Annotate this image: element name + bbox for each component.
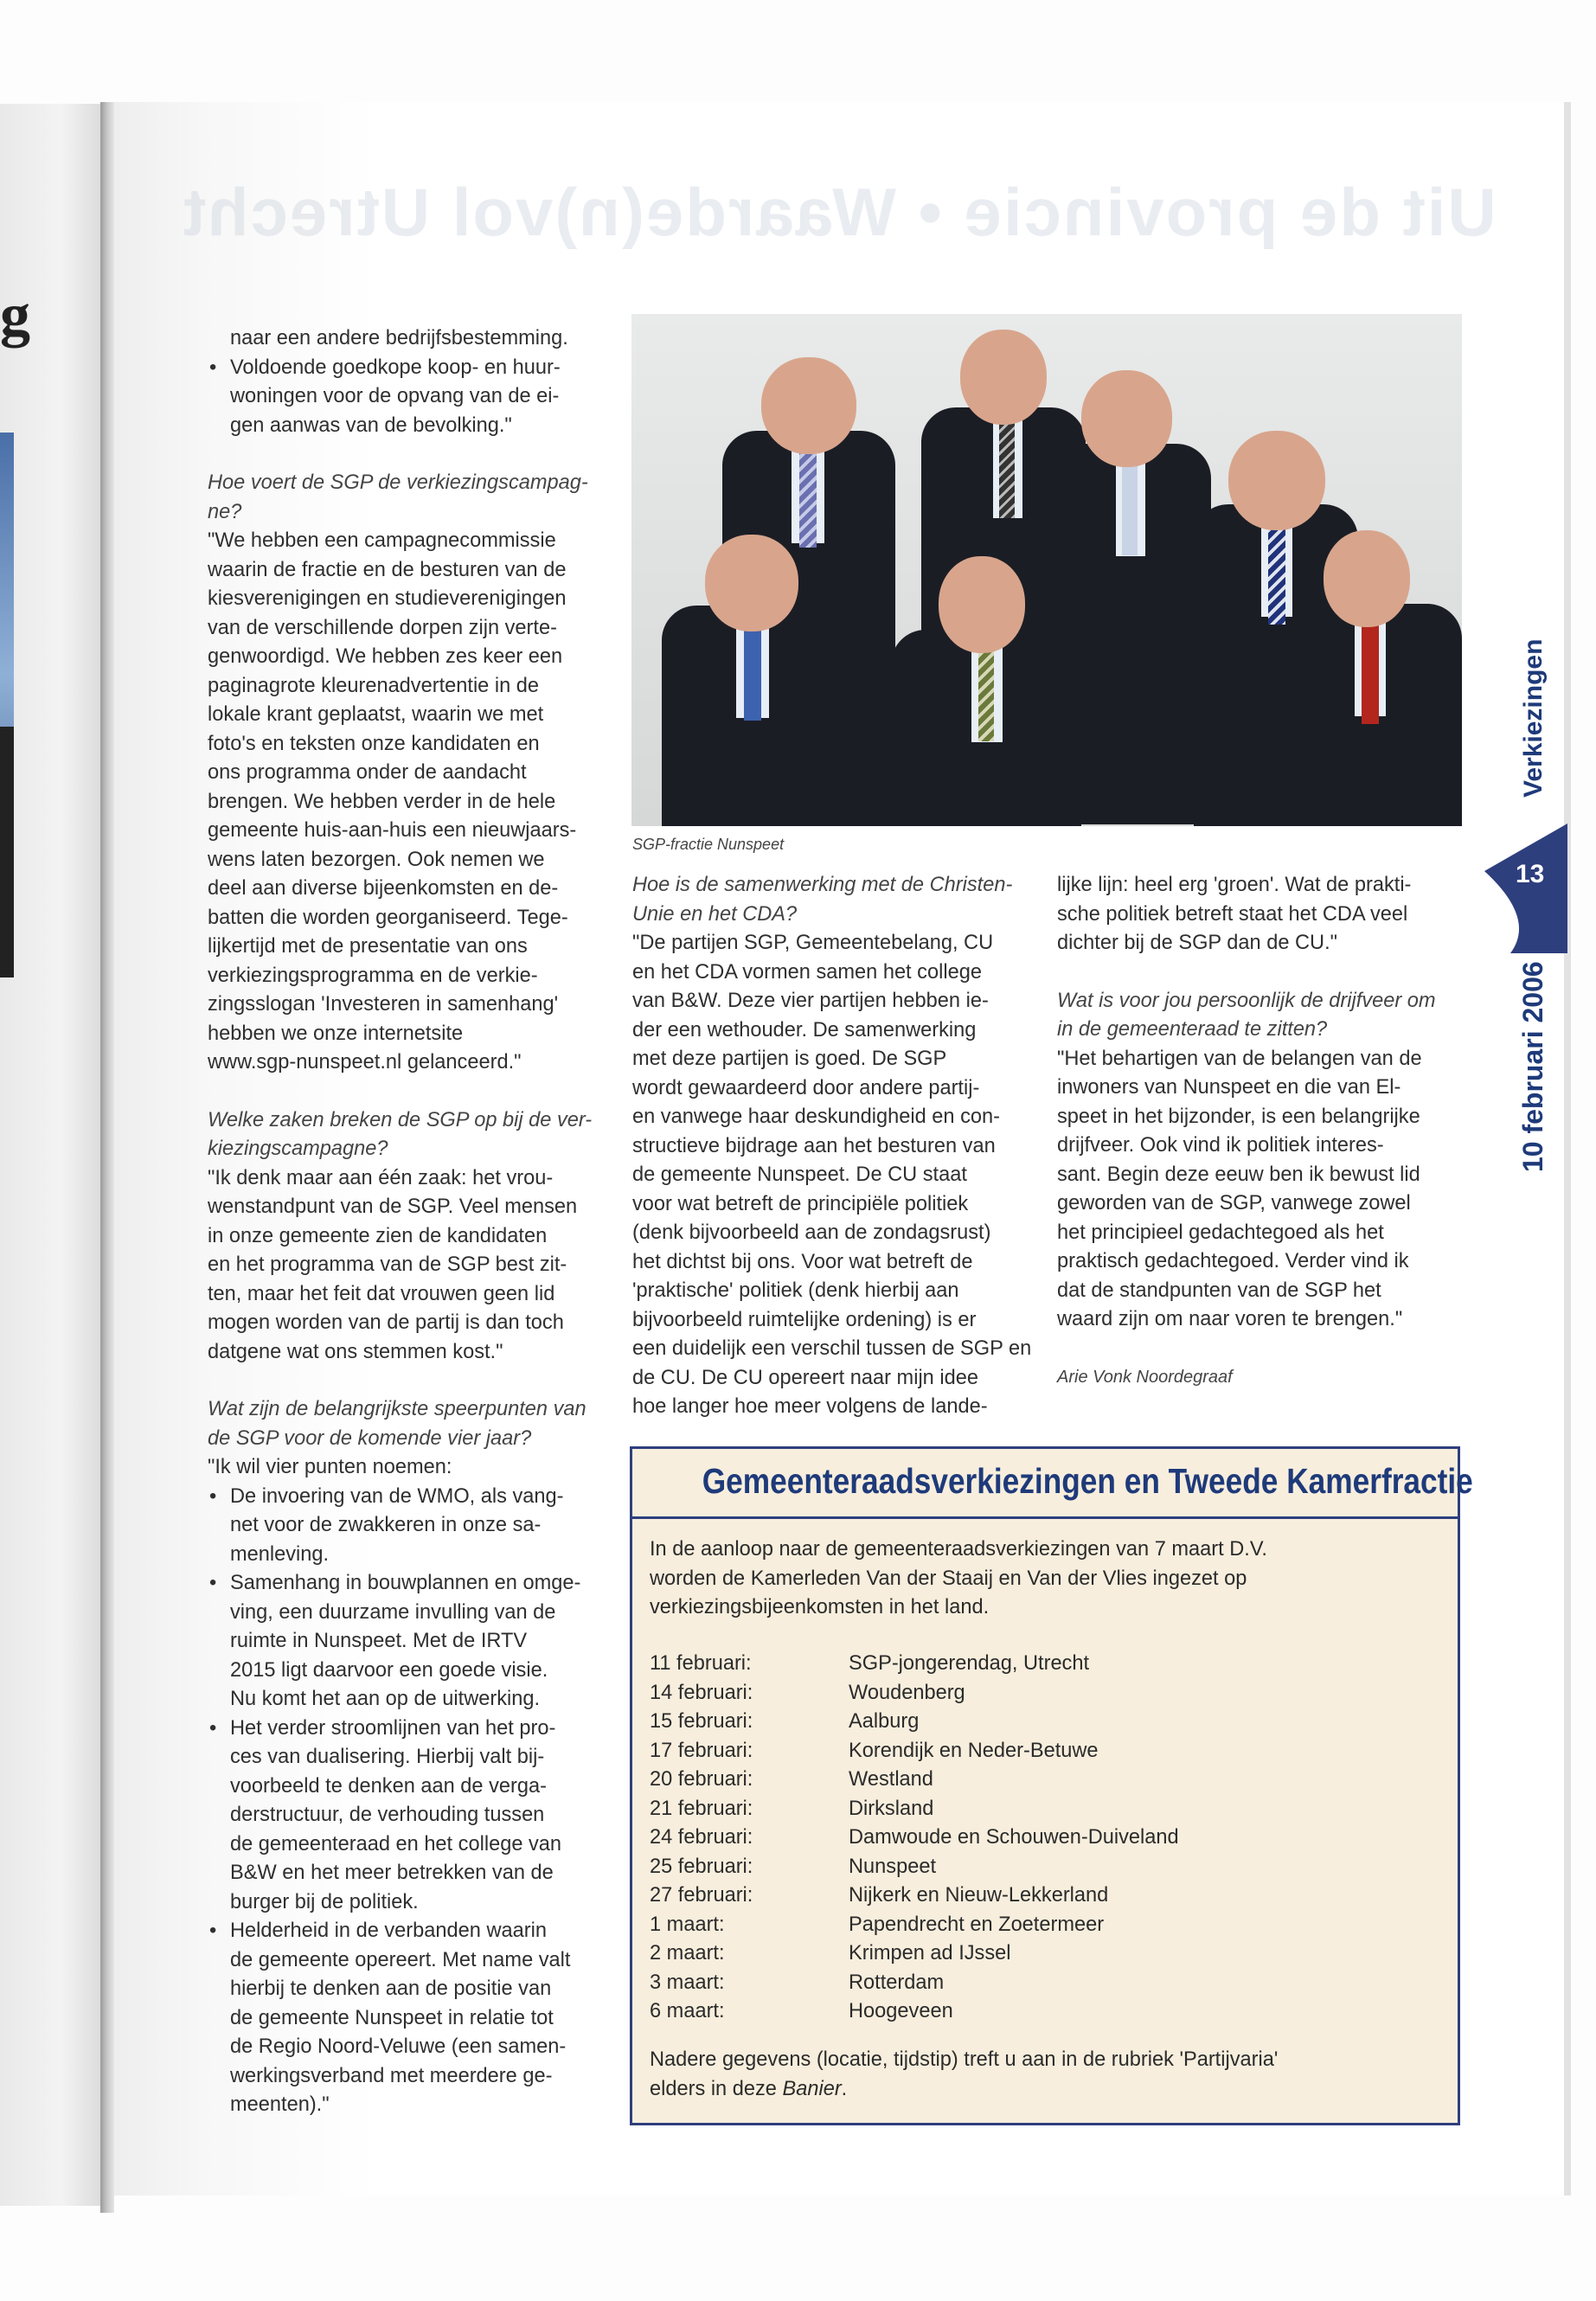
previous-page-edge <box>0 104 102 2206</box>
middle-column <box>632 871 1048 1422</box>
group-photo <box>631 314 1462 826</box>
priorities-list <box>208 1483 614 2120</box>
list-item: • Helderheid in de verbanden waarin de gemeente opereert. Met name valt hierbij te denken aan de positie van de gemeente Nunspeet in relatie tot de Regio Noord-Veluwe (een samen- werkingsverband met meerdere ge- meenten)." <box>208 1917 614 2120</box>
schedule-row: 21 februari: Dirksland <box>650 1797 934 1820</box>
election-meetings-box <box>630 1446 1473 2125</box>
page-edge <box>1564 102 1571 2195</box>
schedule-row: 2 maart: Krimpen ad IJssel <box>650 1942 1011 1965</box>
schedule-row: 11 februari: SGP-jongerendag, Utrecht <box>650 1652 1090 1675</box>
issue-date: 10 februari 2006 <box>1517 961 1548 1172</box>
previous-page-image-strip-2 <box>0 727 14 977</box>
schedule-row: 24 februari: Damwoude en Schouwen-Duiveland <box>650 1826 1179 1849</box>
question-cooperation: Hoe is de samenwerking met de Christen- Unie en het CDA? <box>632 874 1013 926</box>
answer-cooperation: "De partijen SGP, Gemeentebelang, CU en het CDA vormen samen het college van B&W. Deze vier partijen hebben ie- der een wethouder. De samenwerking met deze partijen is goed. De SGP wordt gewaardeerd door andere partij- en vanwege haar deskundigheid en con- structieve bijdrage aan het besturen van de gemeente Nunspeet. De CU staat voor wat betreft de principiële politiek (denk bijvoorbeeld aan de zondagsrust) het dichtst bij ons. Voor wat betreft de 'praktische' politiek (denk hierbij aan bijvoorbeeld ruimtelijke ordening) is er een duidelijk een verschil tussen de SGP en de CU. De CU opereert naar mijn idee hoe langer hoe meer volgens de lande- <box>632 932 1032 1418</box>
answer-campaign: "We hebben een campagnecommissie waarin de fractie en de besturen van de kiesverenigingen en studieverenigingen van de verschillende dorpen zijn verte- genwoordigd. We hebben zes keer een paginagrote kleurenadvertentie in de lokale krant geplaatst, waarin we met foto's en teksten onze kandidaten en ons programma onder de aandacht brengen. We hebben verder in de hele gemeente huis-aan-huis een nieuwjaars- wens laten bezorgen. Ook nemen we deel aan diverse bijeenkomsten en de- batten die worden georganiseerd. Tege- lijkertijd met de presentatie van ons verkiezingsprogramma en de verkie- zingsslogan 'Investeren in samenhang' hebben we onze internetsite www.sgp-nunspeet.nl gelanceerd." <box>208 529 577 1074</box>
right-column <box>1057 871 1468 1392</box>
schedule-row: 6 maart: Hoogeveen <box>650 2000 953 2022</box>
answer-motivation: "Het behartigen van de belangen van de inwoners van Nunspeet en die van El- speet in het bijzonder, is een belangrijke drijfveer. Ook vind ik politiek interes- sant. Begin deze eeuw ben ik bewust lid geworden van de SGP, vanwege zowel het principieel gedachtegoed als het praktisch gedachtegoed. Verder vind ik dat de standpunten van de SGP het waard zijn om naar voren te brengen." <box>1057 1047 1422 1330</box>
schedule-row: 20 februari: Westland <box>650 1768 933 1791</box>
list-item: • Voldoende goedkope koop- en huur- woningen voor de opvang van de ei- gen aanwas van de bevolking." <box>208 354 614 441</box>
box-intro: In de aanloop naar de gemeenteraadsverkiezingen van 7 maart D.V. worden de Kamerleden Van der Staaij en Van der Vlies ingezet op verkiezingsbijeenkomsten in het land. <box>650 1538 1267 1618</box>
left-column <box>208 324 614 2120</box>
answer-priorities-intro: "Ik wil vier punten noemen: <box>208 1456 452 1478</box>
answer-obstacles: "Ik denk maar aan één zaak: het vrou- wenstandpunt van de SGP. Veel mensen in onze gemeente zien de kandidaten en het programma van de SGP best zit- ten, maar het feit dat vrouwen geen lid mogen worden van de partij is dan toch datgene wat ons stemmen kost." <box>208 1166 578 1363</box>
list-item: • Samenhang in bouwplannen en omge- ving, een duurzame invulling van de ruimte in Nunspeet. Met de IRTV 2015 ligt daarvoor een goede visie. Nu komt het aan op de uitwerking. <box>208 1569 614 1715</box>
section-label: Verkiezingen <box>1519 638 1548 798</box>
box-footer: Nadere gegevens (locatie, tijdstip) treft u aan in de rubriek 'Partijvaria' elders in deze Banier. <box>650 2048 1279 2100</box>
schedule-row: 27 februari: Nijkerk en Nieuw-Lekkerland <box>650 1884 1109 1907</box>
question-motivation: Wat is voor jou persoonlijk de drijfveer om in de gemeenteraad te zitten? <box>1057 989 1436 1041</box>
question-priorities: Wat zijn de belangrijkste speerpunten van de SGP voor de komende vier jaar? <box>208 1398 586 1450</box>
question-campaign: Hoe voert de SGP de verkiezingscampag- ne? <box>208 471 588 523</box>
intro-bullet-list <box>208 354 614 441</box>
photo-caption: SGP-fractie Nunspeet <box>632 836 785 853</box>
previous-page-glyph: g <box>0 282 30 349</box>
box-title-rule <box>632 1516 1458 1519</box>
author-credit: Arie Vonk Noordegraaf <box>1057 1367 1233 1387</box>
schedule-row: 15 februari: Aalburg <box>650 1710 920 1733</box>
schedule-row: 3 maart: Rotterdam <box>650 1971 945 1994</box>
question-obstacles: Welke zaken breken de SGP op bij de ver- kiezingscampagne? <box>208 1108 593 1160</box>
page-number-tab <box>1484 824 1567 953</box>
schedule-row: 25 februari: Nunspeet <box>650 1855 936 1878</box>
box-title: Gemeenteraadsverkiezingen en Tweede Kamerfractie <box>702 1461 1473 1501</box>
schedule-row: 1 maart: Papendrecht en Zoetermeer <box>650 1913 1105 1936</box>
magazine-spine <box>100 102 114 2213</box>
header-watermark: Uit de provincie • Waarde(n)vol Utrecht <box>182 174 1497 250</box>
schedule-row: 14 februari: Woudenberg <box>650 1681 965 1704</box>
list-item: • De invoering van de WMO, als vang- net voor de zwakkeren in onze sa- menleving. <box>208 1483 614 1570</box>
page-number: 13 <box>1516 860 1545 888</box>
meeting-schedule <box>650 1650 1179 2027</box>
schedule-row: 17 februari: Korendijk en Neder-Betuwe <box>650 1739 1099 1762</box>
intro-line: naar een andere bedrijfsbestemming. <box>230 327 568 349</box>
answer-cooperation-continued: lijke lijn: heel erg 'groen'. Wat de prakti- sche politiek betreft staat het CDA veel dichter bij de SGP dan de CU." <box>1057 874 1412 954</box>
list-item: • Het verder stroomlijnen van het pro- ces van dualisering. Hierbij valt bij- voorbeeld te denken aan de verga- derstructuur, de verhouding tussen de gemeenteraad en het college van B&W en het meer betrekken van de burger bij de politiek. <box>208 1715 614 1918</box>
